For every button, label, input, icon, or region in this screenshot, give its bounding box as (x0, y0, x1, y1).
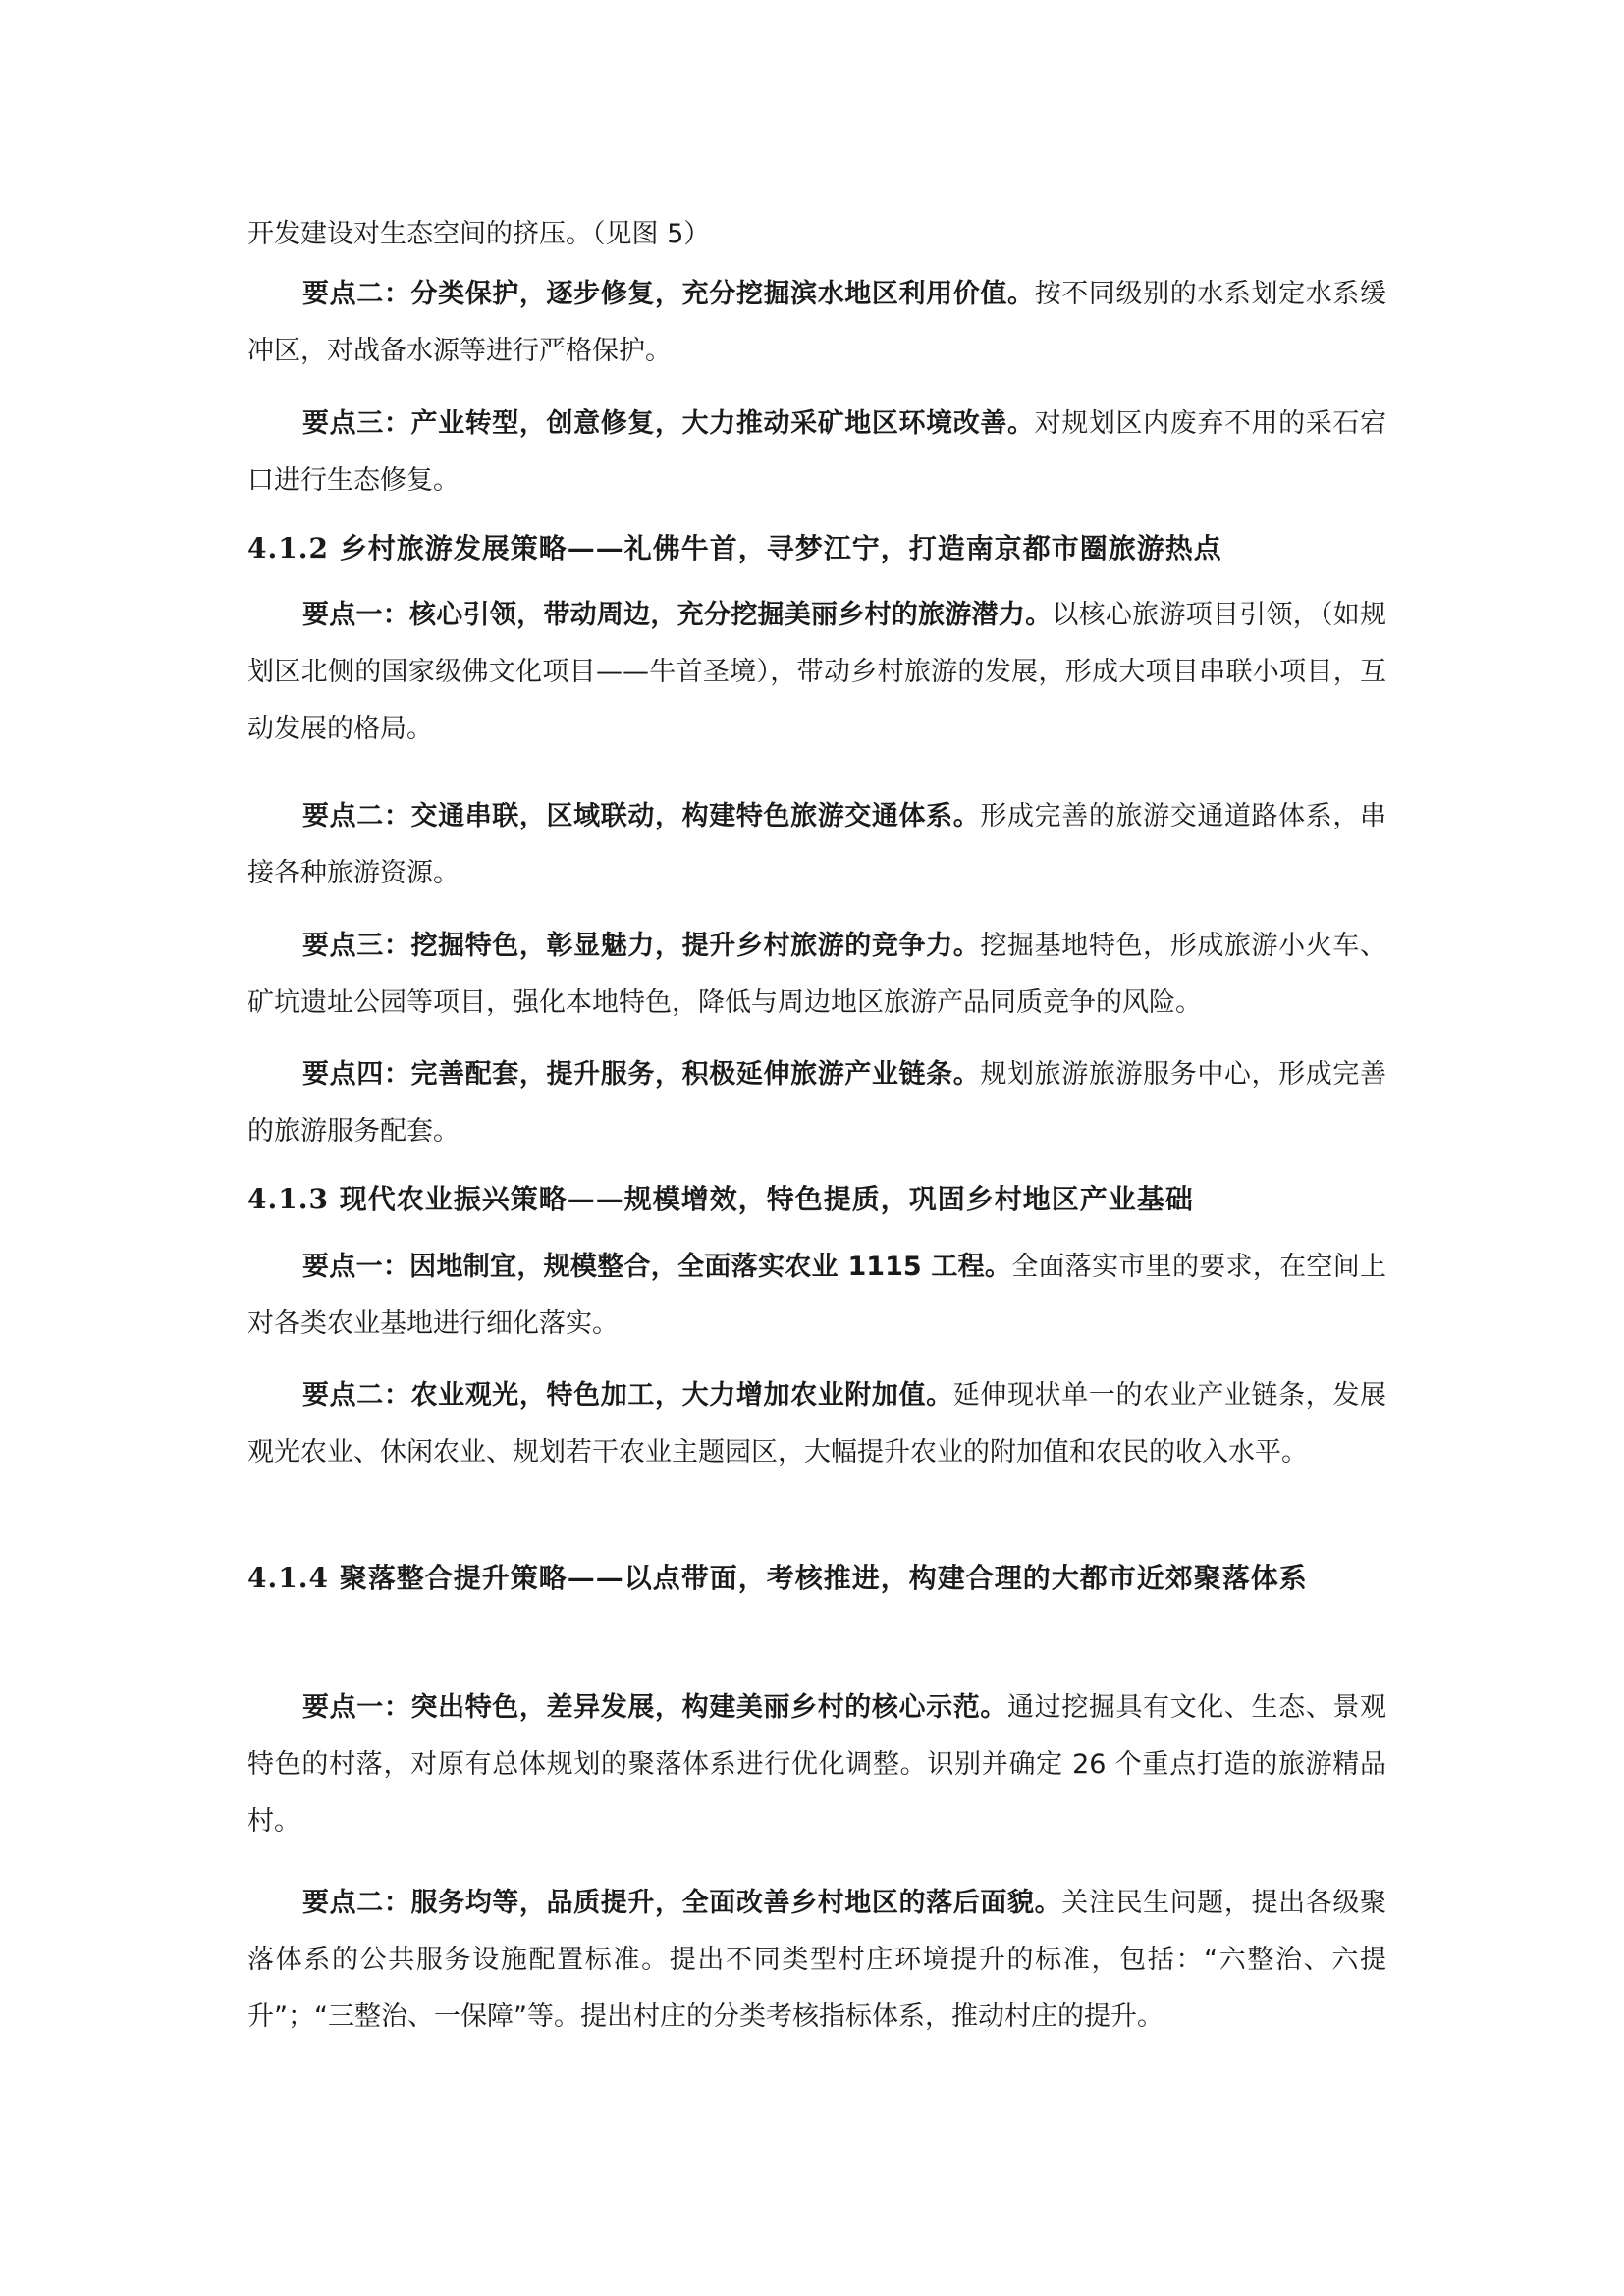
paragraph-text: 延伸现状单一的农业产业链条，发展观光农业、休闲农业、规划若干农业主题园区，大幅提升农业的附加值和农民的收入水平。 (247, 1380, 1387, 1468)
paragraph-text: 按不同级别的水系划定水系缓冲区，对战备水源等进行严格保护。 (247, 279, 1387, 366)
paragraph-point-2-water (247, 266, 1386, 380)
paragraph-point-3-mining (247, 396, 1386, 509)
key-point-heading: 要点二：交通串联，区域联动，构建特色旅游交通体系。 (302, 801, 981, 831)
paragraph-point-1-villages (247, 1680, 1386, 1850)
paragraph-text: 开发建设对生态空间的挤压。（见图 5） (247, 219, 711, 249)
paragraph-continuation (247, 206, 1386, 263)
section-heading-4-1-3: 4.1.3 现代农业振兴策略——规模增效，特色提质，巩固乡村地区产业基础 (247, 1183, 1194, 1215)
key-point-heading: 要点四：完善配套，提升服务，积极延伸旅游产业链条。 (302, 1059, 981, 1090)
paragraph-point-2-transport (247, 788, 1386, 902)
paragraph-point-4-services (247, 1046, 1386, 1160)
paragraph-text: 关注民生问题，提出各级聚落体系的公共服务设施配置标准。提出不同类型村庄环境提升的标准，包括：“六整治、六提升”；“三整治、一保障”等。提出村庄的分类考核指标体系，推动村庄的提升。 (247, 1888, 1387, 2032)
key-point-heading: 要点三：产业转型，创意修复，大力推动采矿地区环境改善。 (302, 408, 1035, 439)
key-point-heading: 要点三：挖掘特色，彰显魅力，提升乡村旅游的竞争力。 (302, 931, 981, 961)
paragraph-text: 形成完善的旅游交通道路体系，串接各种旅游资源。 (247, 801, 1387, 888)
paragraph-text: 对规划区内废弃不用的采石宕口进行生态修复。 (247, 408, 1387, 496)
paragraph-point-1-tourism (247, 587, 1386, 758)
key-point-heading: 要点二：服务均等，品质提升，全面改善乡村地区的落后面貌。 (302, 1888, 1062, 1918)
paragraph-text: 全面落实市里的要求，在空间上对各类农业基地进行细化落实。 (247, 1252, 1386, 1339)
section-heading-4-1-2: 4.1.2 乡村旅游发展策略——礼佛牛首，寻梦江宁，打造南京都市圈旅游热点 (247, 532, 1222, 564)
key-point-heading: 要点一：因地制宜，规模整合，全面落实农业 1115 工程。 (302, 1252, 1012, 1282)
key-point-heading: 要点二：农业观光，特色加工，大力增加农业附加值。 (302, 1380, 953, 1411)
paragraph-text: 规划旅游旅游服务中心，形成完善的旅游服务配套。 (247, 1059, 1387, 1147)
key-point-heading: 要点二：分类保护，逐步修复，充分挖掘滨水地区利用价值。 (302, 279, 1035, 309)
paragraph-point-2-agri-value (247, 1367, 1386, 1481)
paragraph-point-1-agriculture (247, 1239, 1386, 1353)
paragraph-text: 以核心旅游项目引领，（如规划区北侧的国家级佛文化项目——牛首圣境），带动乡村旅游的发展，形成大项目串联小项目，互动发展的格局。 (247, 600, 1387, 744)
section-heading-4-1-4: 4.1.4 聚落整合提升策略——以点带面，考核推进，构建合理的大都市近郊聚落体系 (247, 1562, 1308, 1594)
paragraph-point-3-features (247, 918, 1386, 1032)
key-point-heading: 要点一：核心引领，带动周边，充分挖掘美丽乡村的旅游潜力。 (302, 600, 1053, 630)
key-point-heading: 要点一：突出特色，差异发展，构建美丽乡村的核心示范。 (302, 1692, 1007, 1723)
paragraph-text: 挖掘基地特色，形成旅游小火车、矿坑遗址公园等项目，强化本地特色，降低与周边地区旅游产品同质竞争的风险。 (247, 931, 1387, 1018)
paragraph-text: 通过挖掘具有文化、生态、景观特色的村落，对原有总体规划的聚落体系进行优化调整。识别并确定 26 个重点打造的旅游精品村。 (247, 1692, 1386, 1837)
paragraph-point-2-public-services (247, 1875, 1386, 2046)
